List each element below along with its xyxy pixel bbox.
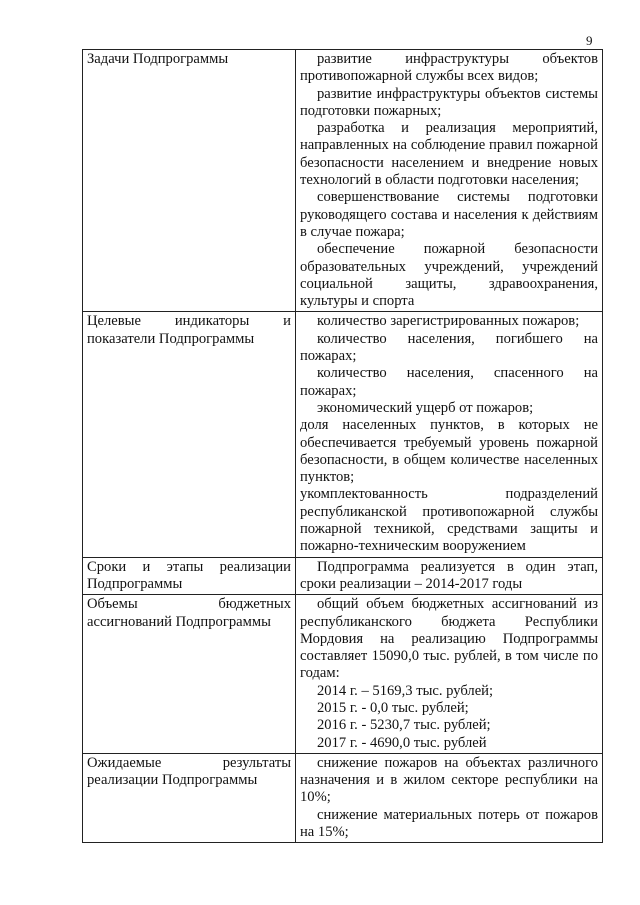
content-paragraph: 2017 г. - 4690,0 тыс. рублей [317, 734, 487, 751]
content-paragraph: снижение пожаров на объектах различного назначения и в жилом секторе республики на 10%; [300, 754, 598, 806]
content-paragraph: разработка и реализация мероприятий, направленных на соблюдение правил пожарной безопасности населением и внедрение новых технологий в области подготовки населения; [300, 120, 598, 189]
content-paragraph: развитие инфраструктуры объектов противопожарной службы всех видов; [300, 51, 598, 85]
content-paragraph: общий объем бюджетных ассигнований из республиканского бюджета Республики Мордовия на реализацию Подпрограммы составляет 15090,0 тыс. рублей, в том числе по годам: [300, 596, 598, 682]
content-paragraph: совершенствование системы подготовки руководящего состава и населения к действиям в случае пожара; [300, 189, 598, 240]
content-paragraph: 2016 г. - 5230,7 тыс. рублей; [317, 717, 491, 734]
content-paragraph: 2014 г. – 5169,3 тыс. рублей; [317, 682, 494, 699]
row-content [296, 753, 603, 842]
row-label: Сроки и этапы реализации Подпрограммы [83, 557, 296, 595]
row-label: Целевые индикаторы и показатели Подпрограммы [83, 312, 296, 557]
table-row [83, 312, 603, 557]
row-label: Ожидаемые результаты реализации Подпрограммы [83, 753, 296, 842]
content-paragraph: количество зарегистрированных пожаров; [317, 313, 580, 330]
content-paragraph: доля населенных пунктов, в которых не обеспечивается требуемый уровень пожарной безопасности, в общем количестве населенных пунктов; [300, 417, 598, 486]
content-paragraph: количество населения, погибшего на пожарах; [300, 330, 598, 365]
content-paragraph: снижение материальных потерь от пожаров на 15%; [300, 806, 598, 841]
page-number: 9 [586, 33, 593, 48]
content-paragraph: количество населения, спасенного на пожарах; [300, 365, 598, 399]
row-content [296, 312, 603, 557]
row-content [296, 50, 603, 312]
table-body [83, 50, 603, 843]
content-paragraph: Подпрограмма реализуется в один этап, сроки реализации – 2014-2017 годы [300, 558, 598, 592]
content-paragraph: обеспечение пожарной безопасности образовательных учреждений, учреждений социальной защиты, здравоохранения, культуры и спорта [300, 241, 598, 310]
row-content [296, 595, 603, 754]
table-row [83, 50, 603, 312]
content-paragraph: экономический ущерб от пожаров; [317, 399, 534, 416]
row-label: Задачи Подпрограммы [83, 50, 296, 312]
content-paragraph: укомплектованность подразделений республиканской противопожарной службы пожарной техникой, средствами защиты и пожарно-техническим вооружением [300, 486, 598, 555]
row-content [296, 557, 603, 595]
row-label: Объемы бюджетных ассигнований Подпрограммы [83, 595, 296, 754]
table-row [83, 595, 603, 754]
subprogram-passport-table [82, 49, 603, 843]
table-row [83, 557, 603, 595]
content-paragraph: развитие инфраструктуры объектов системы подготовки пожарных; [300, 85, 598, 119]
table-row [83, 753, 603, 842]
content-paragraph: 2015 г. - 0,0 тыс. рублей; [317, 699, 469, 716]
